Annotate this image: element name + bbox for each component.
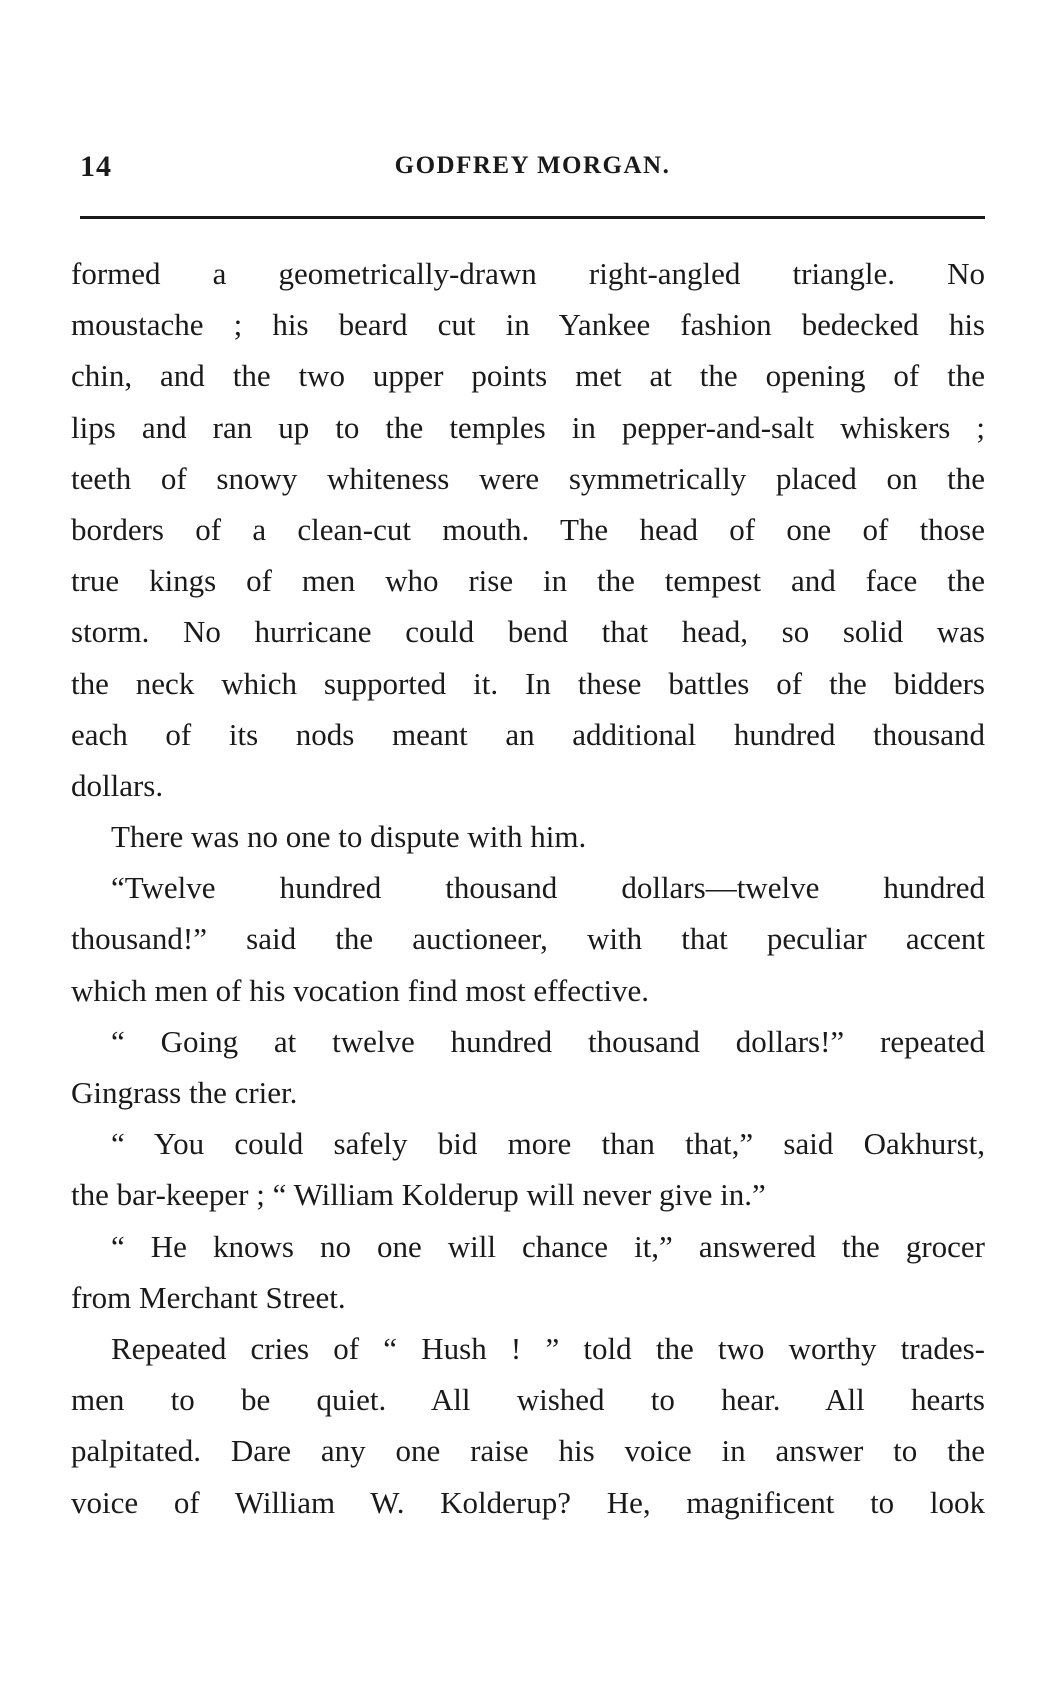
text-line: the bar-keeper ; “ William Kolderup will never give in.” xyxy=(71,1177,766,1213)
text-line: Gingrass the crier. xyxy=(71,1075,298,1110)
page-header xyxy=(80,150,985,190)
text-line: “ You could safely bid more than that,” said Oakhurst, xyxy=(111,1126,985,1162)
text-line: Repeated cries of “ Hush ! ” told the two worthy trades- xyxy=(111,1330,985,1366)
text-line: palpitated. Dare any one raise his voice in answer to the xyxy=(71,1433,985,1469)
text-line: lips and ran up to the temples in pepper-and-salt whiskers ; xyxy=(71,409,985,445)
text-line: teeth of snowy whiteness were symmetrically placed on the xyxy=(71,460,985,496)
text-line: thousand!” said the auctioneer, with that peculiar accent xyxy=(71,921,985,957)
text-line: formed a geometrically-drawn right-angled triangle. No xyxy=(71,256,985,291)
text-line: storm. No hurricane could bend that head, so solid was xyxy=(71,614,985,650)
page-number: 14 xyxy=(80,150,112,183)
header-rule xyxy=(80,216,985,219)
text-line: men to be quiet. All wished to hear. All hearts xyxy=(71,1382,985,1418)
text-line: “ Going at twelve hundred thousand dollars!” repeated xyxy=(111,1023,985,1059)
text-line: the neck which supported it. In these battles of the bidders xyxy=(71,665,985,701)
text-line: moustache ; his beard cut in Yankee fashion bedecked his xyxy=(71,307,985,343)
text-line: borders of a clean-cut mouth. The head of one of those xyxy=(71,511,985,547)
running-title: GODFREY MORGAN. xyxy=(394,152,671,179)
text-line: There was no one to dispute with him. xyxy=(111,819,587,855)
text-line: true kings of men who rise in the tempest and face the xyxy=(71,563,985,599)
text-line: from Merchant Street. xyxy=(71,1279,346,1315)
text-line: which men of his vocation find most effective. xyxy=(71,972,649,1008)
text-line: “ He knows no one will chance it,” answered the grocer xyxy=(111,1228,985,1264)
text-line: chin, and the two upper points met at the opening of the xyxy=(71,358,985,394)
text-line: dollars. xyxy=(71,767,164,803)
body-text xyxy=(71,248,985,1528)
text-line: voice of William W. Kolderup? He, magnificent to look xyxy=(71,1484,985,1520)
text-line: “Twelve hundred thousand dollars—twelve hundred xyxy=(111,870,985,906)
text-line: each of its nods meant an additional hundred thousand xyxy=(71,716,985,752)
